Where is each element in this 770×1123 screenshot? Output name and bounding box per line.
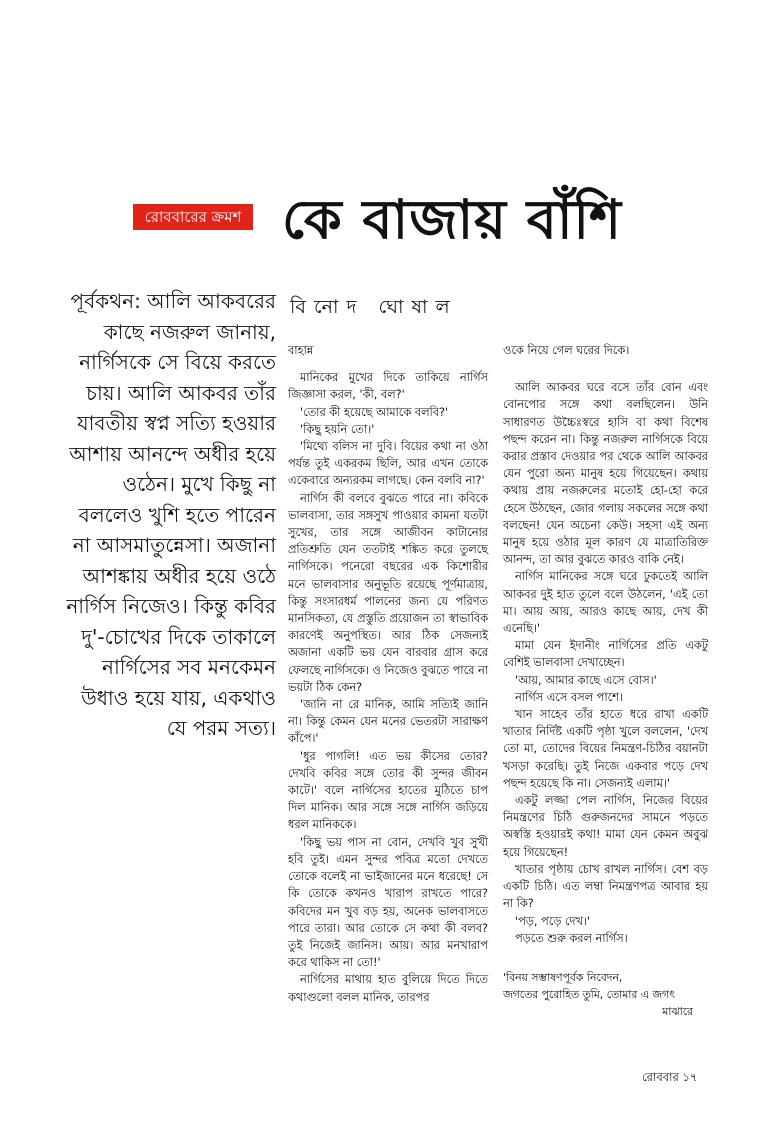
paragraph: আলি আকবর ঘরে বসে তাঁর বোন এবং বোনপোর সঙ্গে কথা বলছিলেন। উনি সাধারণত উচ্চৈঃস্বরে হাসি বা কথা বিশেষ পছন্দ করেন না। কিন্তু নজরুল নার্গিসকে বিয়ে করার প্রস্তাব দেওয়ার পর থেকে আলি আকবর যেন পুরো অন্য মানুষ হয়ে গিয়েছেন। কথায় কথায় প্রায় নজরুলের মতোই হো-হো করে হেসে উঠছেন, জোর গলায় সকলের সঙ্গে কথা বলছেন! যেন অচেনা কেউ। সহসা এই অন্য মানুষ হয়ে ওঠার মূল কারণ যে মাত্রাতিরিক্ত আনন্দ, তা আর বুঝতে কারও বাকি নেই।: [503, 381, 708, 567]
paragraph: ওকে নিয়ে গেল ঘরের দিকে।: [503, 344, 630, 357]
article-column-right: [503, 342, 708, 1021]
paragraph: 'পড়, পড়ে দেখ।': [515, 914, 590, 928]
paragraph: 'কিছু ভয় পাস না বোন, দেখবি খুব সুখী হবি তুই। এমন সুন্দর পবিত্র মতো দেখতে তোকে বলেই না ভাইজানের মনে ধরেছে! সে কি তোকে কখনও খারাপ রাখতে পারে? কবিদের মন খুব বড় হয়, অনেক ভালবাসতে পারে তারা। আর তোকে সে কথা কী বলব? তুই নিজেই জানিস। আয়। আর মনখারাপ করে থাকিস না তো!': [288, 835, 488, 970]
invitation-quote-line: জগতের পুরোহিত তুমি, তোমার এ জগৎ: [503, 988, 675, 1002]
invitation-quote-end: মাঝারে: [662, 1005, 693, 1019]
paragraph: নার্গিস মানিকের সঙ্গে ঘরে ঢুকতেই আলি আকবর দুই হাত তুলে বলে উঠলেন, 'এই তো মা। আয় আয়, আরও কাছে আয়, দেখ কী এনেছি।': [503, 570, 708, 636]
invitation-quote-line: 'বিনয় সম্ভাষণপূর্বক নিবেদন,: [503, 970, 623, 984]
paragraph: নার্গিস এসে বসল পাশে।: [515, 690, 623, 704]
paragraph: 'আয়, আমার কাছে এসে বোস।': [515, 673, 657, 687]
article-title: কে বাজায় বাঁশি: [282, 188, 622, 251]
summary-box: [60, 286, 276, 744]
paragraph: পড়তে শুরু করল নার্গিস।: [515, 931, 628, 945]
paragraph: মানিকের মুখের দিকে তাকিয়ে নার্গিস জিজ্ঞাসা করল, 'কী, বল?': [288, 371, 488, 402]
paragraph: নার্গিসের মাথায় হাত বুলিয়ে দিতে দিতে কথাগুলো বলল মানিক, তারপর: [288, 973, 488, 1004]
paragraph: খান সাহেব তাঁর হাতে ধরে রাখা একটি খাতার নির্দিষ্ট একটি পৃষ্ঠা খুলে বললেন, 'দেখ তো মা, তোদের বিয়ের নিমন্ত্রণ-চিঠির বয়ানটা খসড়া করেছি। তুই নিজে একবার পড়ে দেখ পছন্দ হয়েছে কি না। সেজন্যই এলাম।': [503, 708, 708, 790]
paragraph: 'ধুর পাগলি! এত ভয় কীসের তোর? দেখবি কবির সঙ্গে তোর কী সুন্দর জীবন কাটে।' বলে নার্গিসের হাতের মুঠিতে চাপ দিল মানিক। আর সঙ্গে সঙ্গে নার্গিস জড়িয়ে ধরল মানিককে।: [288, 749, 488, 832]
summary-text: পূর্বকথন: আলি আকবরের কাছে নজরুল জানায়, নার্গিসকে সে বিয়ে করতে চায়। আলি আকবর তাঁর যাবতীয় স্বপ্ন সত্যি হওয়ার আশায় আনন্দে অধীর হয়ে ওঠেন। মুখে কিছু না বললেও খুশি হতে পারেন না আসমাতুন্নেসা। অজানা আশঙ্কায় অধীর হয়ে ওঠে নার্গিস নিজেও। কিন্তু কবির দু'-চোখের দিকে তাকালে নার্গিসের সব মনকেমন উধাও হয়ে যায়, একথাও যে পরম সত্য।: [66, 289, 276, 740]
paragraph: 'কিছু হয়নি তো।': [300, 422, 375, 436]
paragraph: 'মিথ্যে বলিস না দুবি। বিয়ের কথা না ওঠা পর্যন্ত তুই একরকম ছিলি, আর এখন তোকে একেবারে অন্যরকম লাগছে। কেন বলবি না?': [288, 440, 488, 488]
page-number: রোববার ১৭: [642, 1070, 698, 1084]
article-column-left: [288, 342, 488, 1006]
author-name: বিনোদ ঘোষাল: [290, 296, 458, 318]
paragraph: খাতার পৃষ্ঠায় চোখ রাখল নার্গিস। বেশ বড় একটি চিঠি। এত লম্বা নিমন্ত্রণপত্র আবার হয় না কি?: [503, 862, 708, 911]
paragraph: নার্গিস কী বলবে বুঝতে পারে না। কবিকে ভালবাসা, তার সঙ্গসুখ পাওয়ার কামনা যতটা সুখের, তার সঙ্গে আজীবন কাটানোর প্রতিশ্রুতি যেন ততটাই শঙ্কিত করে তুলছে নার্গিসকে। পনেরো বছরের এক কিশোরীর মনে ভালবাসার অনুভূতি রয়েছে পূর্ণমাত্রায়, কিন্তু সংসারধর্ম পালনের জন্য যে পরিণত মানসিকতা, যে প্রস্তুতি প্রয়োজন তা স্বাভাবিক কারণেই অনুপস্থিত। আর ঠিক সেজন্যই অজানা একটি ভয় যেন বারবার গ্রাস করে ফেলছে নার্গিসকে। ও নিজেও বুঝতে পারে না ভয়টা ঠিক কেন?: [288, 491, 488, 694]
paragraph: একটু লজ্জা পেল নার্গিস, নিজের বিয়ের নিমন্ত্রণের চিঠি গুরুজনদের সামনে পড়তে অস্বস্তি হওয়ারই কথা! মামা যেন কেমন অবুঝ হয়ে গিয়েছেন!: [503, 794, 708, 859]
series-label: রোববারের ক্রমশ: [133, 204, 253, 230]
section-heading: বাহান্ন: [288, 344, 314, 357]
paragraph: মামা যেন ইদানীং নার্গিসের প্রতি একটু বেশিই ভালবাসা দেখাচ্ছেন।: [503, 639, 708, 670]
paragraph: 'তোর কী হয়েছে আমাকে বলবি?': [300, 405, 449, 419]
paragraph: 'জানি না রে মানিক, আমি সত্যিই জানি না। কিন্তু কেমন যেন মনের ভেতরটা সারাক্ষণ কাঁপে।': [288, 698, 488, 746]
